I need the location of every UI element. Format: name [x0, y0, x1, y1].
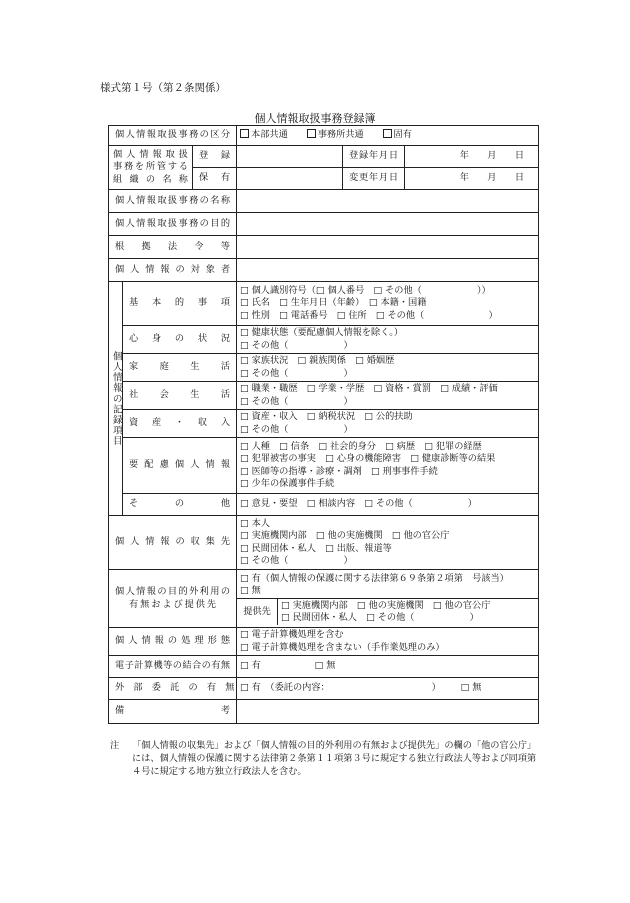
outsourcing-options: [237, 678, 539, 700]
recipient-options[interactable]: □ 実施機関内部 □ 他の実施機関 □ 他の官公庁 □ 民間団体・私人 □ その他（ ）: [281, 600, 491, 624]
legal-basis-label: 根 拠 法 令 等: [109, 236, 237, 259]
external-use-label: 個人情報の目的外利用の 有無および提供先: [109, 570, 237, 628]
footnote-mark: 注: [110, 740, 120, 751]
classification-label: 個人情報取扱事務の区分: [109, 126, 237, 146]
record-row-social: [109, 382, 539, 410]
classification-options: [237, 126, 539, 146]
collection-row: [109, 516, 539, 570]
outsourcing-yes[interactable]: □ 有 （委託の内容：: [240, 682, 330, 694]
registration-date-value[interactable]: 年 月 日: [405, 146, 539, 168]
registration-date-label: 登録年月日: [343, 146, 405, 168]
record-row-sensitive: [109, 438, 539, 494]
record-row-other: [109, 494, 539, 516]
outsourcing-label: 外 部 委 託 の 有 無: [109, 678, 237, 700]
record-options-social[interactable]: □ 職業・職歴 □ 学業・学歴 □ 資格・賞罰 □ 成績・評価 □ その他（ ）: [237, 382, 539, 410]
processing-label: 個人情報の処理形態: [109, 628, 237, 656]
outsourcing-row: [109, 678, 539, 700]
footnote-text: 「個人情報の収集先」および「個人情報の目的外利用の有無および提供先」の欄の「他の官公庁」には、個人情報の保護に関する法律第２条第１１項第３号に規定する独立行政法人等および同項第４号に規定する地方独立行政法人を含む。: [132, 740, 537, 777]
remarks-value[interactable]: [237, 700, 539, 724]
option-headquarters[interactable]: 本部共通: [240, 129, 288, 140]
business-purpose-label: 個人情報取扱事務の目的: [109, 213, 237, 236]
classification-row: [109, 126, 539, 146]
collection-options[interactable]: □ 本人 □ 実施機関内部 □ 他の実施機関 □ 他の官公庁 □ 民間団体・私人 □ 出版、報道等 □ その他（ ）: [237, 516, 539, 570]
subjects-value[interactable]: [237, 259, 539, 282]
record-row-health: [109, 326, 539, 354]
record-label-social: 社 会 生 活: [123, 382, 237, 410]
record-options-health[interactable]: □ 健康状態（要配慮個人情報を除く。） □ その他（ ）: [237, 326, 539, 354]
external-use-options: [237, 570, 539, 628]
outsourcing-close: ）: [431, 682, 441, 694]
outsourcing-no[interactable]: □ 無: [460, 682, 482, 694]
record-options-family[interactable]: □ 家族状況 □ 親族関係 □ 婚姻歴 □ その他（ ）: [237, 354, 539, 382]
record-label-health: 心 身 の 状 況: [123, 326, 237, 354]
record-options-basic[interactable]: □ 個人識別符号（□ 個人番号 □ その他（ ）） □ 氏名 □ 生年月日（年齢） □ 本籍・国籍 □ 性別 □ 電話番号 □ 住所 □ その他（ ）: [237, 282, 539, 326]
option-office[interactable]: 事務所共通: [307, 129, 364, 140]
record-row-family: [109, 354, 539, 382]
collection-label: 個人情報の収集先: [109, 516, 237, 570]
checkbox-icon: [383, 129, 392, 138]
change-date-value[interactable]: 年 月 日: [405, 168, 539, 190]
recipient-label: 提供先: [237, 599, 278, 625]
document-title: 個人情報取扱事務登録簿: [254, 112, 376, 125]
computer-link-row: [109, 656, 539, 678]
registration-table: [108, 125, 539, 724]
registration-label: 登 録: [193, 146, 237, 168]
footnote: [110, 740, 540, 779]
external-use-row: [109, 570, 539, 628]
external-use-no[interactable]: □ 無: [240, 584, 261, 596]
record-items-group-label: 個人情報の記録項目: [109, 282, 123, 516]
external-use-yes[interactable]: □ 有（個人情報の保護に関する法律第６９条第２項第 号該当）: [240, 572, 509, 584]
record-label-other: そ の 他: [123, 494, 237, 516]
change-date-label: 変更年月日: [343, 168, 405, 190]
legal-basis-value[interactable]: [237, 236, 539, 259]
checkbox-icon: [307, 129, 316, 138]
checkbox-icon: [240, 129, 249, 138]
subjects-label: 個人情報の対象者: [109, 259, 237, 282]
record-options-sensitive[interactable]: □ 人種 □ 信条 □ 社会的身分 □ 病歴 □ 犯罪の経歴 □ 犯罪被害の事実 □ 心身の機能障害 □ 健康診断等の結果 □ 医師等の指導・診療・調剤 □ 刑事事件手続 □ 少年の保護事件手続: [237, 438, 539, 494]
computer-link-label: 電子計算機等の結合の有無: [109, 656, 237, 678]
record-options-assets[interactable]: □ 資産・収入 □ 納税状況 □ 公的扶助 □ その他（ ）: [237, 410, 539, 438]
record-options-other[interactable]: □ 意見・要望 □ 相談内容 □ その他（ ）: [237, 494, 539, 516]
form-number: 様式第１号（第２条関係）: [100, 82, 226, 94]
holding-label: 保 有: [193, 168, 237, 190]
record-label-basic: 基 本 的 事 項: [123, 282, 237, 326]
computer-link-no[interactable]: □ 無: [314, 660, 336, 672]
option-specific[interactable]: 固有: [383, 129, 412, 140]
record-row-basic: [109, 282, 539, 326]
remarks-label: 備 考: [109, 700, 237, 724]
remarks-row: [109, 700, 539, 724]
holding-org-value[interactable]: [237, 168, 343, 190]
business-purpose-value[interactable]: [237, 213, 539, 236]
organization-label: 個人情報取扱 事務を所管する 組織の名称: [109, 146, 193, 190]
business-name-label: 個人情報取扱事務の名称: [109, 190, 237, 213]
record-label-sensitive: 要配慮個人情報: [123, 438, 237, 494]
registration-org-value[interactable]: [237, 146, 343, 168]
computer-link-yes[interactable]: □ 有: [240, 660, 261, 672]
record-label-family: 家 庭 生 活: [123, 354, 237, 382]
processing-row: [109, 628, 539, 656]
record-label-assets: 資 産 ・ 収 入: [123, 410, 237, 438]
record-row-assets: [109, 410, 539, 438]
computer-link-options: [237, 656, 539, 678]
business-name-value[interactable]: [237, 190, 539, 213]
processing-options[interactable]: □ 電子計算機処理を含む □ 電子計算機処理を含まない（手作業処理のみ）: [237, 628, 539, 656]
